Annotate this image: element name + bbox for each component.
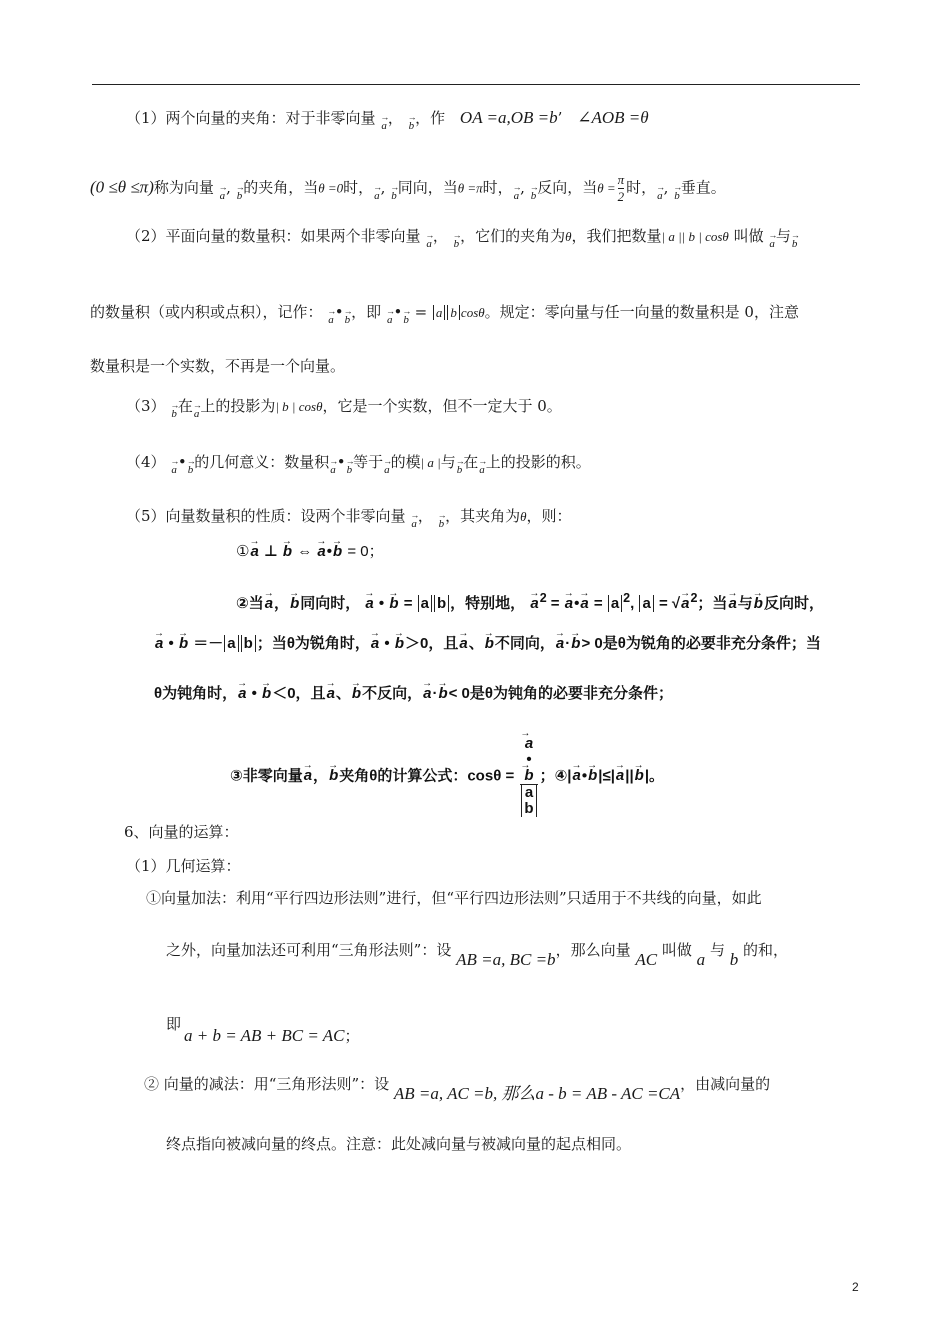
- s3-label: （3）: [126, 397, 166, 415]
- abs-b: b: [521, 801, 536, 817]
- add3-e: ；: [344, 1027, 360, 1045]
- add2-bv: b: [729, 950, 739, 969]
- s1-t2a: 称为向量: [153, 178, 214, 197]
- sub2-t: ② 向量的减法：用“三角形法则”：设: [144, 1075, 390, 1093]
- p4-c: 不反向，: [362, 685, 423, 702]
- vec-a: → a: [458, 634, 468, 654]
- s5-prop5: ③非零向量→ a，→ b夹角θ的计算公式：cosθ = → a • → b a b ；④|→ a•→ b|≤|→ a||→ b|。: [230, 736, 664, 817]
- s2-t2d: 。规定：零向量与任一向量的数量积是 0，注意: [484, 303, 799, 321]
- vec-b: → b: [344, 310, 352, 330]
- vec-a: → a: [219, 186, 227, 206]
- s3-expr: | b | cosθ: [275, 399, 323, 414]
- vec-b: → b: [187, 460, 195, 480]
- s1-line1: （1）两个向量的夹角：对于非零向量 → a， → b，作 OA =a,OB =b’ ∠AOB =θ: [126, 108, 649, 136]
- vec-b: → b: [390, 186, 398, 206]
- s5-t2: ，则：: [526, 507, 572, 525]
- vec-b: → b: [402, 310, 410, 330]
- vec-a: → a: [410, 514, 418, 534]
- p2-d: ；当: [697, 595, 728, 612]
- vec-b: → b: [282, 542, 293, 562]
- vec-b: → b: [328, 766, 339, 786]
- vec-a: → a: [386, 310, 394, 330]
- p3-c: ＞0，且: [405, 635, 459, 652]
- s3-zai: 在: [177, 397, 193, 415]
- frac-num: π: [617, 172, 625, 187]
- abs-b: b: [434, 595, 449, 612]
- s2-end: 叫做: [733, 227, 764, 245]
- p1-label: ①: [236, 543, 250, 560]
- vec-b: → b: [332, 542, 343, 562]
- abs-a: a: [608, 595, 622, 612]
- s5-theta: θ: [520, 509, 527, 524]
- pi-over-2: [618, 172, 625, 205]
- vec-a: → a: [303, 766, 313, 786]
- add3-formula: a + b = AB + BC = AC: [184, 1026, 345, 1045]
- p2-c: ，特别地，: [450, 595, 526, 612]
- vec-b: → b: [170, 404, 178, 424]
- s2-mid: ，它们的夹角为: [460, 227, 566, 245]
- s1-label: （1）两个向量的夹角：对于非零向量: [126, 109, 376, 127]
- vec-a: → a: [237, 684, 247, 704]
- abs-a: a: [521, 785, 536, 801]
- s5-line1: （5）向量数量积的性质：设两个非零向量 → a， → b，其夹角为θ，则：: [126, 506, 572, 534]
- s6-add3-formula-line: [184, 1026, 360, 1046]
- vec-a: → a: [326, 684, 336, 704]
- vec-b: → b: [261, 684, 272, 704]
- p4-d: < 0是θ为钝角的必要非充分条件；: [448, 685, 674, 702]
- add2-formula: AB =a, BC =b: [456, 950, 556, 969]
- vec-a: → a: [680, 594, 690, 614]
- cos-num: → a • → b: [520, 736, 537, 785]
- p3-e: > 0是θ为锐角的必要非充分条件；当: [581, 635, 821, 652]
- vec-a: → a: [555, 634, 565, 654]
- s2-yu: 与: [775, 227, 791, 245]
- vec-b: → b: [438, 514, 446, 534]
- p5-d: |≤|: [598, 767, 615, 785]
- s5-label: （5）向量数量积的性质：设两个非零向量: [126, 507, 406, 525]
- vec-b: → b: [394, 634, 405, 654]
- abs-a: a: [639, 595, 653, 612]
- vec-a: → a: [154, 634, 164, 654]
- s2-line3: 数量积是一个实数，不再是一个向量。: [90, 357, 346, 375]
- s1-thetaeq: θ =: [597, 180, 616, 196]
- vec-a: → a: [615, 766, 625, 786]
- p4-a: θ为钝角时，: [154, 685, 238, 702]
- p5-e: ||: [625, 767, 634, 785]
- p2-e: 与: [737, 595, 753, 612]
- add2-a: a: [696, 950, 706, 969]
- vec-b: → b: [530, 186, 538, 206]
- vec-a: → a: [656, 186, 664, 206]
- s5-prop4: θ为钝角时，→ a • → b＜0，且→ a、→ b不反向，→ a·→ b< 0是θ为钝角的必要非充分条件；: [154, 684, 673, 704]
- vec-b: → b: [587, 766, 598, 786]
- p2-b: 同向时，: [300, 595, 361, 612]
- vec-b: → b: [437, 684, 448, 704]
- p1-eq: = 0；: [347, 543, 384, 560]
- vec-b: → b: [570, 634, 581, 654]
- vec-b: → b: [408, 116, 416, 136]
- s5-prop3: → a • → b ＝－ a b ；当θ为锐角时，→ a • → b＞0，且→ a、→ b不同向，→ a·→ b> 0是θ为锐角的必要非充分条件；当: [154, 634, 821, 654]
- vec-b: → b: [351, 684, 362, 704]
- s3-line: [126, 396, 562, 424]
- s4-t4: 与: [440, 453, 456, 471]
- s1-range: (0 ≤θ ≤π): [90, 177, 154, 197]
- s6-add3: [166, 1014, 181, 1034]
- s4-t1: 的几何意义：数量积: [194, 453, 330, 471]
- vec-a: → a: [727, 594, 737, 614]
- vec-a: → a: [383, 460, 391, 480]
- s6-add2: [166, 940, 789, 969]
- s1-t2d: 同向，当: [397, 178, 458, 197]
- s1-zuo: ，作: [415, 109, 446, 127]
- s5-prop2: ②当→ a，→ b同向时， → a • → b = a b ，特别地， → $a^2$ = → a•→ a = a $^2$, a = √→ $a^2$；当→ a与→ b反向时，: [236, 588, 824, 614]
- s1-line2: (0 ≤θ ≤π)称为向量 → a, → b的夹角，当θ =0时，→ a, → b同向，当θ =π时，→ a, → b反向，当θ = $\frac{\pi}{2}$ 时，→ a, → b垂直。: [90, 172, 726, 206]
- vec-a: → a: [329, 460, 337, 480]
- vec-b: → b: [178, 634, 189, 654]
- vec-a: → a: [571, 766, 581, 786]
- vec-a: → a: [370, 634, 380, 654]
- vec-b: → b: [673, 186, 681, 206]
- vec-a: → a: [579, 594, 589, 614]
- abs-b: b: [241, 635, 256, 652]
- abs-b: b: [447, 305, 460, 320]
- p5-c: ；④|: [539, 767, 572, 785]
- vec-a: → a: [170, 460, 178, 480]
- s4-line: （4） → a•→ b的几何意义：数量积→ a•→ b等于→ a的模| a |与→ b在→ a上的投影的积。: [126, 452, 591, 480]
- add2-t: 之外，向量加法还可利用“三角形法则”：设: [166, 941, 452, 959]
- add2-yu: 与: [709, 941, 725, 959]
- vec-a: → a: [422, 684, 432, 704]
- vec-a: → a: [380, 116, 388, 136]
- abs-a: a: [433, 305, 446, 320]
- p1-iff: ⇔: [297, 543, 313, 560]
- s1-t2c3: 时，: [626, 178, 657, 197]
- vec-b: → b: [289, 594, 300, 614]
- p5-a: ③非零向量: [230, 767, 303, 785]
- s1-t2f: 垂直。: [680, 178, 726, 197]
- vec-b: → b: [346, 460, 354, 480]
- add2-b: ，那么向量: [555, 941, 631, 959]
- vec-a: → a: [316, 542, 326, 562]
- frac-den: 2: [617, 189, 625, 204]
- s4-t5: 在: [463, 453, 479, 471]
- vec-a: → a: [520, 736, 537, 752]
- s4-t6: 上的投影的积。: [485, 453, 591, 471]
- p2-a: ②当: [236, 595, 264, 612]
- vec-a: → a: [425, 234, 433, 254]
- s6-sub1: （1）几何运算：: [126, 857, 241, 875]
- p3-d: 不同向，: [494, 635, 555, 652]
- vec-b: → b: [634, 766, 645, 786]
- s6-sub3: 终点指向被减向量的终点。注意：此处减向量与被减向量的起点相同。: [166, 1135, 632, 1153]
- s3-end: ，它是一个实数，但不一定大于 0。: [322, 397, 562, 415]
- vec-a: → a: [768, 234, 776, 254]
- vec-b: → b: [453, 234, 461, 254]
- s6-title: 6、向量的运算：: [124, 823, 239, 841]
- s3-shang: 上的投影为: [200, 397, 276, 415]
- cos-den: [520, 785, 537, 817]
- vec-b: → b: [388, 594, 399, 614]
- vec-a: → a: [327, 310, 335, 330]
- s2-cos: cosθ: [460, 305, 485, 320]
- vec-b: → b: [520, 768, 537, 784]
- sub2-e: ，由减向量的: [680, 1075, 771, 1093]
- s2-expr: | a || b | cosθ: [661, 229, 729, 244]
- vec-a: → a: [373, 186, 381, 206]
- s2-line2: 的数量积（或内积或点积），记作： → a•→ b，即 → a•→ b = a b cosθ。规定：零向量与任一向量的数量积是 0，注意: [90, 302, 799, 330]
- p4-b: ＜0，且: [272, 685, 326, 702]
- p3-b: ；当θ为锐角时，: [256, 635, 370, 652]
- s1-t2e: 反向，当: [537, 178, 598, 197]
- add2-c: 叫做: [661, 941, 692, 959]
- vec-a: → a: [478, 460, 486, 480]
- page-number: 2: [852, 1280, 859, 1294]
- s4-t3: 的模: [390, 453, 421, 471]
- vec-b: → b: [791, 234, 799, 254]
- s5-prop1: ①→ a ⊥ → b ⇔ → a•→ b = 0；: [236, 542, 384, 562]
- vec-a: → a: [249, 542, 259, 562]
- s1-angle: ∠AOB =θ: [577, 108, 649, 127]
- s2-t2b: ，即: [351, 303, 382, 321]
- s6-add1: ①向量加法：利用“平行四边形法则”进行，但“平行四边形法则”只适用于不共线的向量，如此: [146, 889, 762, 907]
- add3-t: 即: [166, 1015, 182, 1033]
- s1-thetapi: θ =π: [457, 180, 483, 196]
- vec-a: → a: [364, 594, 374, 614]
- s1-theta0: θ =0: [318, 180, 344, 196]
- s4-label: （4）: [126, 453, 166, 471]
- add2-ac: AC: [635, 950, 658, 969]
- p3-a: ＝－: [193, 635, 224, 652]
- vec-b: → b: [753, 594, 764, 614]
- vec-b: → b: [456, 460, 464, 480]
- s2-t2a: 的数量积（或内积或点积），记作：: [90, 303, 323, 321]
- p2-f: 反向时，: [763, 595, 824, 612]
- vec-b: → b: [236, 186, 244, 206]
- cos-formula: [520, 736, 537, 817]
- s4-t2: 等于: [353, 453, 384, 471]
- vec-a: → a: [193, 404, 201, 424]
- vec-a: → a: [529, 594, 539, 614]
- vec-a: → a: [264, 594, 274, 614]
- header-rule: [92, 84, 860, 85]
- s1-formula: OA =a,OB =b: [459, 108, 558, 127]
- sub2-formula: AB =a, AC =b, 那么a - b = AB - AC =CA: [393, 1084, 681, 1103]
- s2-label: （2）平面向量的数量积：如果两个非零向量: [126, 227, 421, 245]
- s1-comma: ，: [387, 109, 403, 127]
- s5-t1: ，其夹角为: [445, 507, 521, 525]
- s1-t2c: 时，: [343, 178, 374, 197]
- p5-f: |。: [644, 767, 665, 785]
- s1-t2b: 的夹角，当: [243, 178, 319, 197]
- add2-d: 的和，: [743, 941, 789, 959]
- s2-line1: （2）平面向量的数量积：如果两个非零向量 → a， → b，它们的夹角为θ，我们把数量| a || b | cosθ 叫做 → a与→ b: [126, 226, 798, 254]
- abs-a: a: [224, 635, 238, 652]
- s2-theta: θ: [565, 229, 572, 244]
- s4-mod: | a |: [420, 455, 441, 470]
- vec-a: → a: [513, 186, 521, 206]
- vec-b: → b: [484, 634, 495, 654]
- p5-b: 夹角θ的计算公式：cosθ =: [339, 767, 515, 785]
- s1-t2c2: 时，: [482, 178, 513, 197]
- abs-a: a: [418, 595, 432, 612]
- vec-a: → a: [564, 594, 574, 614]
- s2-mid2: ，我们把数量: [571, 227, 662, 245]
- s6-sub2: [144, 1074, 771, 1103]
